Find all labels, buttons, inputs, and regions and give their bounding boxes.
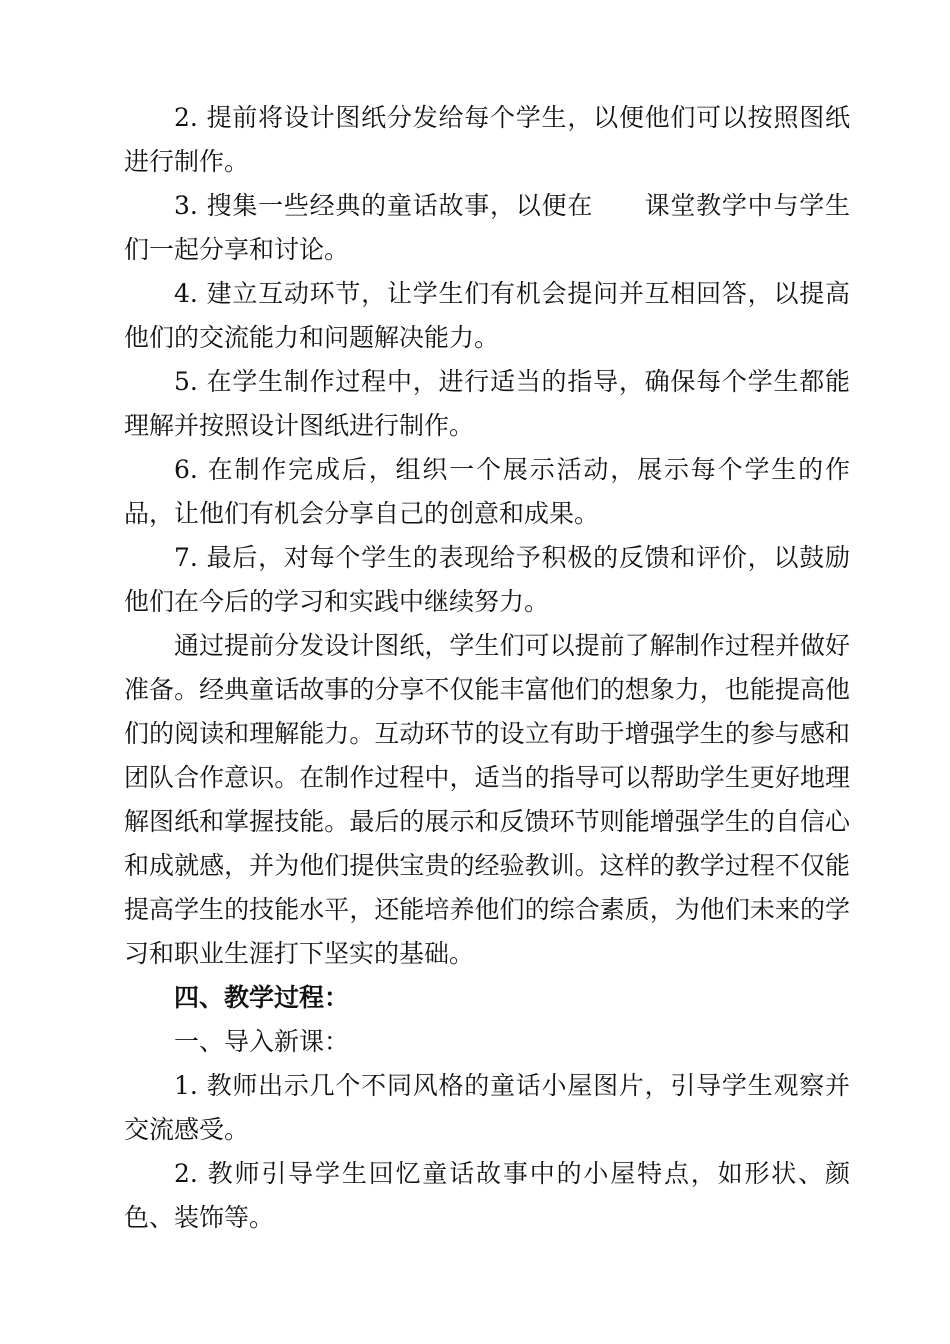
paragraph-item-6: 6. 在制作完成后，组织一个展示活动，展示每个学生的作品，让他们有机会分享自己的创意和成果。 [124, 455, 850, 528]
paragraph-item-7: 7. 最后，对每个学生的表现给予积极的反馈和评价，以鼓励他们在今后的学习和实践中继续努力。 [124, 543, 850, 616]
section-heading: 四、教学过程： [174, 983, 350, 1012]
paragraph-item-3: 3. 搜集一些经典的童话故事，以便在 课堂教学中与学生们一起分享和讨论。 [124, 191, 850, 264]
summary-paragraph: 通过提前分发设计图纸，学生们可以提前了解制作过程并做好准备。经典童话故事的分享不仅能丰富他们的想象力，也能提高他们的阅读和理解能力。互动环节的设立有助于增强学生的参与感和团队合作意识。在制作过程中，适当的指导可以帮助学生更好地理解图纸和掌握技能。最后的展示和反馈环节则能增强学生的自信心和成就感，并为他们提供宝贵的经验教训。这样的教学过程不仅能提高学生的技能水平，还能培养他们的综合素质，为他们未来的学习和职业生涯打下坚实的基础。 [124, 631, 850, 968]
paragraph-item-2: 2. 提前将设计图纸分发给每个学生，以便他们可以按照图纸进行制作。 [124, 103, 850, 176]
paragraph-item-4: 4. 建立互动环节，让学生们有机会提问并互相回答，以提高他们的交流能力和问题解决能力。 [124, 279, 850, 352]
step-item-1: 1. 教师出示几个不同风格的童话小屋图片，引导学生观察并交流感受。 [124, 1071, 850, 1144]
paragraph-item-5: 5. 在学生制作过程中，进行适当的指导，确保每个学生都能理解并按照设计图纸进行制作。 [124, 367, 850, 440]
step-item-2: 2. 教师引导学生回忆童话故事中的小屋特点，如形状、颜色、装饰等。 [124, 1159, 850, 1232]
subheading: 一、导入新课： [174, 1027, 350, 1056]
